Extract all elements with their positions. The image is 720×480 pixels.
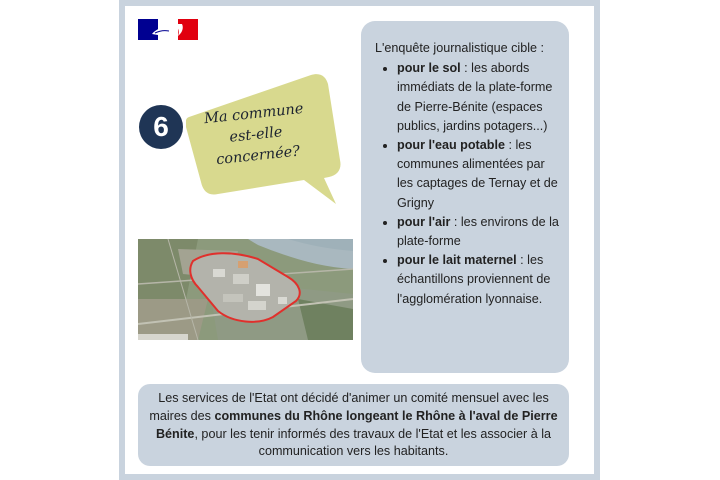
info-list — [375, 59, 561, 309]
item-detail: : les échantillons proviennent de l'agglomération lyonnaise. — [397, 253, 551, 306]
bottom-note — [138, 384, 569, 466]
bubble-question — [193, 98, 319, 173]
bubble-line-2: est-elle — [228, 124, 284, 146]
item-topic: pour le lait maternel — [397, 253, 517, 268]
list-item — [397, 213, 561, 251]
item-detail: : les abords immédiats de la plate-forme de Pierre-Bénite (espaces publics, jardins potagers...) — [397, 61, 553, 133]
step-number-badge — [139, 105, 183, 149]
item-topic: pour l'air — [397, 214, 451, 229]
list-item — [397, 136, 561, 213]
item-detail: : les environs de la plate-forme — [397, 214, 559, 249]
bubble-line-1: Ma commune — [203, 100, 305, 128]
item-topic: pour l'eau potable — [397, 138, 505, 153]
info-intro: L'enquête journalistique cible : — [375, 41, 545, 55]
aerial-map-image — [138, 239, 353, 340]
list-item — [397, 251, 561, 309]
bottom-text-end: , pour les tenir informés des travaux de l'Etat et les associer à la communication vers les habitants. — [194, 426, 552, 459]
info-panel — [361, 21, 569, 373]
bubble-line-3: concernée? — [215, 143, 301, 169]
bottom-text-start: Les services de l'Etat ont décidé d'animer un comité mensuel avec les maires des — [149, 391, 549, 423]
marianne-flag-icon — [138, 19, 198, 40]
step-number: 6 — [153, 111, 169, 142]
item-topic: pour le sol — [397, 61, 461, 76]
item-detail: : les communes alimentées par les captages de Ternay et de Grigny — [397, 138, 558, 210]
list-item — [397, 59, 561, 136]
bottom-text-bold: communes du Rhône longeant le Rhône à l'aval de Pierre Bénite — [155, 408, 558, 441]
